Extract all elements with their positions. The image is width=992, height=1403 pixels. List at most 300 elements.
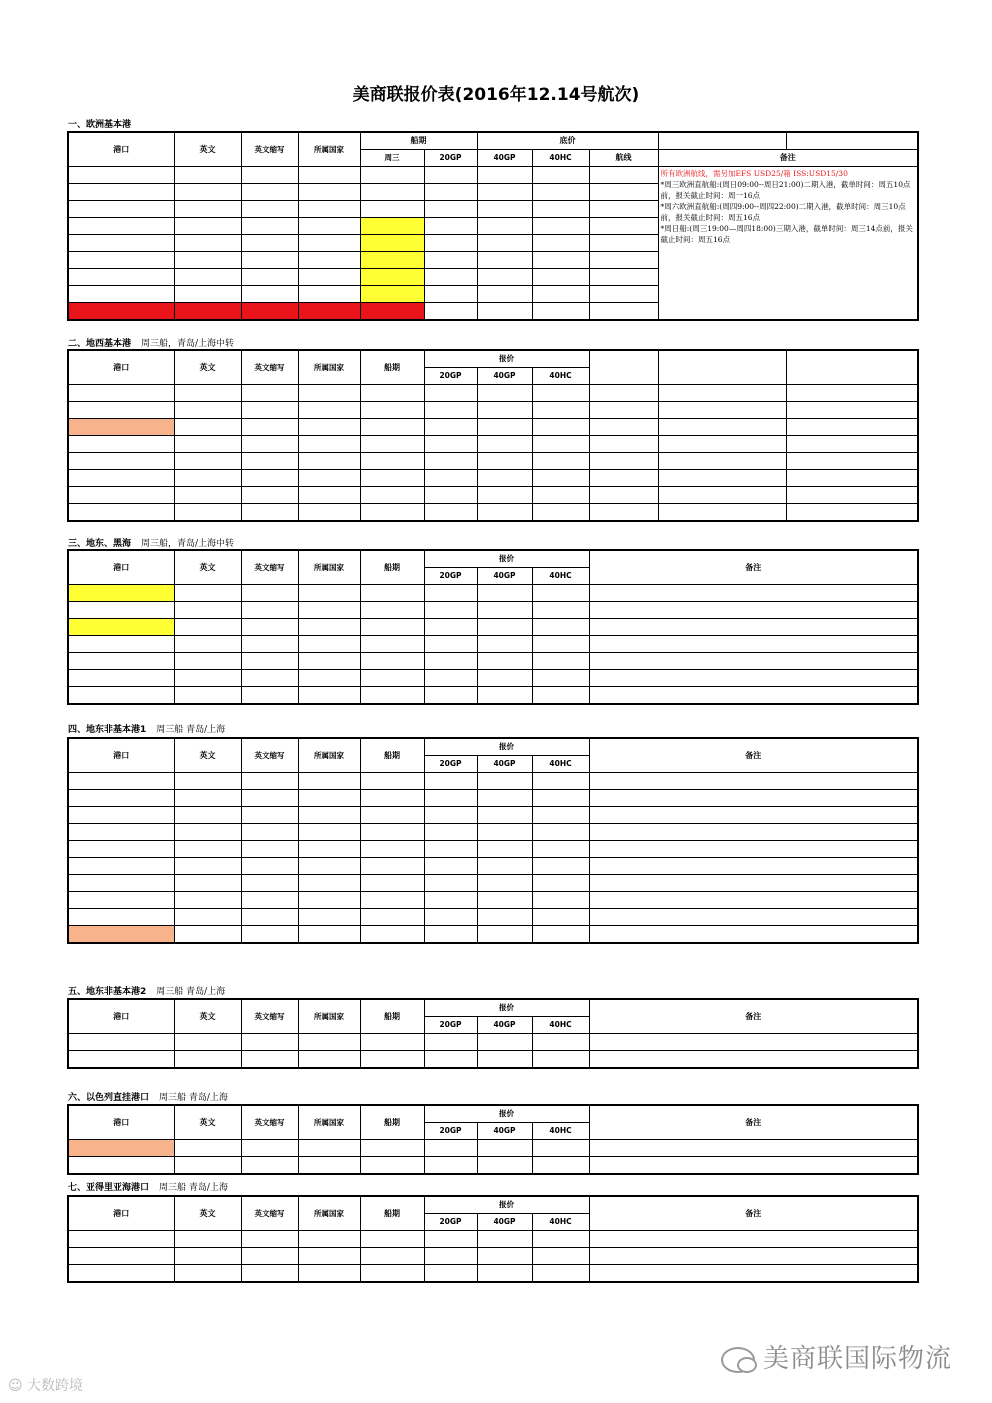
sailing-days xyxy=(360,636,424,653)
header-sail: 船期 xyxy=(360,132,477,150)
port-abbr xyxy=(241,875,298,892)
price-40hc xyxy=(532,303,589,321)
port-abbr xyxy=(241,636,298,653)
price-40gp xyxy=(477,1231,532,1248)
remark-cell xyxy=(589,807,918,824)
sailing-days xyxy=(360,892,424,909)
price-20gp xyxy=(424,824,477,841)
header-port: 港口 xyxy=(68,350,174,385)
price-40hc xyxy=(532,773,589,790)
table-row xyxy=(68,453,918,470)
header-sail: 船期 xyxy=(360,1105,424,1140)
table-row xyxy=(68,636,918,653)
price-40gp xyxy=(477,1248,532,1265)
shipping-line xyxy=(589,218,658,235)
price-40hc xyxy=(532,602,589,619)
price-40hc xyxy=(532,619,589,636)
price-40hc xyxy=(532,235,589,252)
price-20gp xyxy=(424,653,477,670)
port-country xyxy=(298,687,360,705)
table-row xyxy=(68,619,918,636)
table-row xyxy=(68,487,918,504)
table-row xyxy=(68,1051,918,1069)
port-english xyxy=(174,1231,241,1248)
remark-note xyxy=(658,167,918,321)
port-abbr xyxy=(241,824,298,841)
table-row xyxy=(68,402,918,419)
table-med-east-nonbase-1 xyxy=(67,737,919,944)
port-english xyxy=(174,636,241,653)
port-english xyxy=(174,218,241,235)
price-40gp xyxy=(477,892,532,909)
sailing-days xyxy=(360,909,424,926)
port-name xyxy=(68,909,174,926)
port-country xyxy=(298,303,360,321)
price-20gp xyxy=(424,636,477,653)
table-row xyxy=(68,687,918,705)
remark-cell xyxy=(589,1140,918,1157)
port-country xyxy=(298,470,360,487)
price-40gp xyxy=(477,303,532,321)
port-abbr xyxy=(241,184,298,201)
price-40gp xyxy=(477,619,532,636)
price-20gp xyxy=(424,1140,477,1157)
port-english xyxy=(174,436,241,453)
price-20gp xyxy=(424,1231,477,1248)
port-name xyxy=(68,892,174,909)
port-name xyxy=(68,252,174,269)
port-country xyxy=(298,167,360,184)
blank-cell xyxy=(589,402,658,419)
port-abbr xyxy=(241,1157,298,1175)
table-row xyxy=(68,1231,918,1248)
sailing-days xyxy=(360,303,424,321)
port-country xyxy=(298,201,360,218)
header-quote: 报价 xyxy=(424,1196,589,1214)
port-abbr xyxy=(241,841,298,858)
header-abbr: 英文缩写 xyxy=(241,999,298,1034)
port-name xyxy=(68,453,174,470)
port-english xyxy=(174,1140,241,1157)
port-english xyxy=(174,419,241,436)
price-20gp xyxy=(424,1265,477,1283)
price-40hc xyxy=(532,1231,589,1248)
price-20gp xyxy=(424,892,477,909)
remark-cell xyxy=(589,636,918,653)
price-40gp xyxy=(477,419,532,436)
blank-cell xyxy=(658,419,786,436)
port-english xyxy=(174,470,241,487)
sailing-days xyxy=(360,841,424,858)
header-port: 港口 xyxy=(68,738,174,773)
header-port: 港口 xyxy=(68,1196,174,1231)
remark-cell xyxy=(589,790,918,807)
header-blank xyxy=(589,350,658,385)
port-name xyxy=(68,585,174,602)
price-40hc xyxy=(532,419,589,436)
table-row xyxy=(68,1034,918,1051)
header-abbr: 英文缩写 xyxy=(241,132,298,167)
price-40gp xyxy=(477,436,532,453)
price-20gp xyxy=(424,218,477,235)
table-row xyxy=(68,824,918,841)
header-gp40: 40GP xyxy=(477,1017,532,1034)
port-country xyxy=(298,1051,360,1069)
remark-cell xyxy=(589,585,918,602)
port-name xyxy=(68,636,174,653)
sailing-days xyxy=(360,858,424,875)
port-country xyxy=(298,602,360,619)
sailing-days xyxy=(360,1140,424,1157)
page-title: 美商联报价表(2016年12.14号航次) xyxy=(352,85,640,105)
header-port: 港口 xyxy=(68,550,174,585)
table-adriatic xyxy=(67,1195,919,1283)
price-20gp xyxy=(424,858,477,875)
blank-cell xyxy=(589,385,658,402)
header-hc40: 40HC xyxy=(532,150,589,167)
remark-line: *周三欧洲直航船:(周日09:00--周日21:00)二期入港，截单时间：周五10点前，报关截止时间：周一16点 xyxy=(660,180,911,200)
price-20gp xyxy=(424,167,477,184)
port-name xyxy=(68,841,174,858)
port-english xyxy=(174,303,241,321)
port-abbr xyxy=(241,585,298,602)
header-blank xyxy=(658,350,786,385)
port-country xyxy=(298,436,360,453)
remark-cell xyxy=(589,909,918,926)
port-abbr xyxy=(241,653,298,670)
price-20gp xyxy=(424,487,477,504)
port-country xyxy=(298,286,360,303)
price-40gp xyxy=(477,909,532,926)
price-20gp xyxy=(424,602,477,619)
remark-cell xyxy=(589,875,918,892)
blank-cell xyxy=(786,385,918,402)
port-name xyxy=(68,824,174,841)
table-row xyxy=(68,807,918,824)
blank-cell xyxy=(589,436,658,453)
price-20gp xyxy=(424,1157,477,1175)
port-abbr xyxy=(241,602,298,619)
price-40hc xyxy=(532,201,589,218)
port-country xyxy=(298,909,360,926)
port-name xyxy=(68,218,174,235)
table-row xyxy=(68,790,918,807)
port-english xyxy=(174,201,241,218)
table-row xyxy=(68,470,918,487)
port-name xyxy=(68,1231,174,1248)
port-english xyxy=(174,773,241,790)
price-40gp xyxy=(477,602,532,619)
blank-cell xyxy=(658,453,786,470)
price-40hc xyxy=(532,1265,589,1283)
port-name xyxy=(68,1265,174,1283)
port-english xyxy=(174,602,241,619)
price-40hc xyxy=(532,1051,589,1069)
header-quote: 报价 xyxy=(424,550,589,568)
port-name xyxy=(68,303,174,321)
sailing-days xyxy=(360,487,424,504)
shipping-line xyxy=(589,167,658,184)
port-abbr xyxy=(241,252,298,269)
price-20gp xyxy=(424,1248,477,1265)
header-english: 英文 xyxy=(174,738,241,773)
sailing-days xyxy=(360,619,424,636)
blank-cell xyxy=(589,453,658,470)
header-blank xyxy=(658,132,786,150)
price-40gp xyxy=(477,402,532,419)
sailing-days xyxy=(360,1231,424,1248)
remark-cell xyxy=(589,1231,918,1248)
port-name xyxy=(68,1034,174,1051)
port-english xyxy=(174,402,241,419)
price-40gp xyxy=(477,470,532,487)
port-english xyxy=(174,858,241,875)
remark-cell xyxy=(589,1157,918,1175)
port-abbr xyxy=(241,1248,298,1265)
price-40gp xyxy=(477,453,532,470)
remark-cell xyxy=(589,1051,918,1069)
header-gp20: 20GP xyxy=(424,368,477,385)
price-20gp xyxy=(424,436,477,453)
blank-cell xyxy=(589,470,658,487)
section-title-2: 二、地西基本港 周三船，青岛/上海中转 xyxy=(68,339,235,349)
port-english xyxy=(174,1248,241,1265)
port-name xyxy=(68,201,174,218)
header-gp40: 40GP xyxy=(477,1123,532,1140)
port-abbr xyxy=(241,1265,298,1283)
port-country xyxy=(298,1231,360,1248)
sailing-days xyxy=(360,670,424,687)
header-remark: 备注 xyxy=(589,550,918,585)
remark-cell xyxy=(589,824,918,841)
table-row xyxy=(68,1140,918,1157)
port-name xyxy=(68,419,174,436)
port-english xyxy=(174,653,241,670)
port-abbr xyxy=(241,790,298,807)
header-gp20: 20GP xyxy=(424,568,477,585)
remark-cell xyxy=(589,858,918,875)
price-20gp xyxy=(424,453,477,470)
table-row xyxy=(68,1265,918,1283)
price-40hc xyxy=(532,487,589,504)
header-sail: 船期 xyxy=(360,350,424,385)
sailing-days xyxy=(360,1265,424,1283)
price-40hc xyxy=(532,1157,589,1175)
wechat-icon xyxy=(721,1347,755,1373)
price-40hc xyxy=(532,218,589,235)
table-row xyxy=(68,841,918,858)
port-name xyxy=(68,487,174,504)
port-country xyxy=(298,619,360,636)
shipping-line xyxy=(589,286,658,303)
sailing-days xyxy=(360,1248,424,1265)
price-40hc xyxy=(532,807,589,824)
brand-watermark: 美商联国际物流 xyxy=(721,1338,952,1375)
header-remark: 备注 xyxy=(589,999,918,1034)
port-english xyxy=(174,184,241,201)
price-20gp xyxy=(424,235,477,252)
port-country xyxy=(298,269,360,286)
price-40gp xyxy=(477,790,532,807)
table-row xyxy=(68,585,918,602)
port-country xyxy=(298,419,360,436)
port-abbr xyxy=(241,926,298,944)
port-english xyxy=(174,487,241,504)
header-abbr: 英文缩写 xyxy=(241,1196,298,1231)
price-40hc xyxy=(532,824,589,841)
blank-cell xyxy=(786,402,918,419)
header-row xyxy=(68,350,918,368)
shipping-line xyxy=(589,269,658,286)
port-country xyxy=(298,670,360,687)
sailing-days xyxy=(360,453,424,470)
sailing-days xyxy=(360,402,424,419)
header-country: 所属国家 xyxy=(298,550,360,585)
header-country: 所属国家 xyxy=(298,738,360,773)
header-english: 英文 xyxy=(174,1105,241,1140)
section-title-1: 一、欧洲基本港 xyxy=(68,120,132,130)
price-20gp xyxy=(424,585,477,602)
port-country xyxy=(298,790,360,807)
port-name xyxy=(68,858,174,875)
port-name xyxy=(68,653,174,670)
port-country xyxy=(298,504,360,522)
port-english xyxy=(174,385,241,402)
header-remark: 备注 xyxy=(658,150,918,167)
port-abbr xyxy=(241,504,298,522)
price-20gp xyxy=(424,419,477,436)
port-english xyxy=(174,824,241,841)
port-name xyxy=(68,790,174,807)
remark-cell xyxy=(589,1265,918,1283)
remark-cell xyxy=(589,670,918,687)
remark-cell xyxy=(589,1034,918,1051)
port-english xyxy=(174,909,241,926)
blank-cell xyxy=(658,487,786,504)
price-40gp xyxy=(477,218,532,235)
port-country xyxy=(298,841,360,858)
port-abbr xyxy=(241,1034,298,1051)
remark-cell xyxy=(589,619,918,636)
price-40hc xyxy=(532,1034,589,1051)
port-english xyxy=(174,841,241,858)
header-country: 所属国家 xyxy=(298,132,360,167)
port-english xyxy=(174,619,241,636)
price-40hc xyxy=(532,184,589,201)
port-english xyxy=(174,504,241,522)
table-row xyxy=(68,602,918,619)
port-abbr xyxy=(241,218,298,235)
port-country xyxy=(298,487,360,504)
remark-cell xyxy=(589,1248,918,1265)
port-abbr xyxy=(241,1051,298,1069)
price-20gp xyxy=(424,926,477,944)
remark-cell xyxy=(589,773,918,790)
table-row xyxy=(68,436,918,453)
port-country xyxy=(298,773,360,790)
price-40gp xyxy=(477,1034,532,1051)
price-20gp xyxy=(424,269,477,286)
port-country xyxy=(298,385,360,402)
port-country xyxy=(298,184,360,201)
header-sail: 船期 xyxy=(360,999,424,1034)
price-40hc xyxy=(532,286,589,303)
header-row xyxy=(68,550,918,568)
table-row xyxy=(68,385,918,402)
header-gp40: 40GP xyxy=(477,150,532,167)
header-port: 港口 xyxy=(68,999,174,1034)
blank-cell xyxy=(786,436,918,453)
price-20gp xyxy=(424,385,477,402)
port-name xyxy=(68,470,174,487)
port-english xyxy=(174,252,241,269)
sailing-days xyxy=(360,1034,424,1051)
header-quote: 报价 xyxy=(424,999,589,1017)
table-row xyxy=(68,875,918,892)
blank-cell xyxy=(589,419,658,436)
port-english xyxy=(174,1265,241,1283)
header-wed: 周三 xyxy=(360,150,424,167)
port-abbr xyxy=(241,402,298,419)
port-country xyxy=(298,892,360,909)
price-40gp xyxy=(477,385,532,402)
port-abbr xyxy=(241,235,298,252)
port-english xyxy=(174,167,241,184)
price-40gp xyxy=(477,487,532,504)
blank-cell xyxy=(786,470,918,487)
price-40gp xyxy=(477,167,532,184)
port-name xyxy=(68,269,174,286)
port-name xyxy=(68,184,174,201)
price-40gp xyxy=(477,687,532,705)
price-40gp xyxy=(477,1051,532,1069)
sailing-days xyxy=(360,436,424,453)
sailing-days xyxy=(360,286,424,303)
header-hc40: 40HC xyxy=(532,756,589,773)
header-english: 英文 xyxy=(174,1196,241,1231)
price-20gp xyxy=(424,619,477,636)
port-abbr xyxy=(241,487,298,504)
price-40hc xyxy=(532,504,589,522)
price-40gp xyxy=(477,1265,532,1283)
port-country xyxy=(298,453,360,470)
header-sail: 船期 xyxy=(360,550,424,585)
sailing-days xyxy=(360,504,424,522)
sailing-days xyxy=(360,602,424,619)
sailing-days xyxy=(360,926,424,944)
header-remark: 备注 xyxy=(589,1105,918,1140)
port-country xyxy=(298,585,360,602)
table-med-west xyxy=(67,349,919,522)
header-quote: 报价 xyxy=(424,350,589,368)
table-row xyxy=(68,926,918,944)
price-40hc xyxy=(532,858,589,875)
header-port: 港口 xyxy=(68,1105,174,1140)
price-40hc xyxy=(532,841,589,858)
table-med-east-blacksea xyxy=(67,549,919,705)
shipping-line xyxy=(589,235,658,252)
header-gp20: 20GP xyxy=(424,1214,477,1231)
port-name xyxy=(68,875,174,892)
remark-line: *周日船:(周三19:00—周四18:00)三期入港，截单时间：周三14点前，报关截止时间：周五16点 xyxy=(660,224,913,244)
port-name xyxy=(68,670,174,687)
header-gp20: 20GP xyxy=(424,1123,477,1140)
shipping-line xyxy=(589,252,658,269)
header-gp20: 20GP xyxy=(424,150,477,167)
port-country xyxy=(298,1034,360,1051)
price-40gp xyxy=(477,504,532,522)
price-40gp xyxy=(477,636,532,653)
